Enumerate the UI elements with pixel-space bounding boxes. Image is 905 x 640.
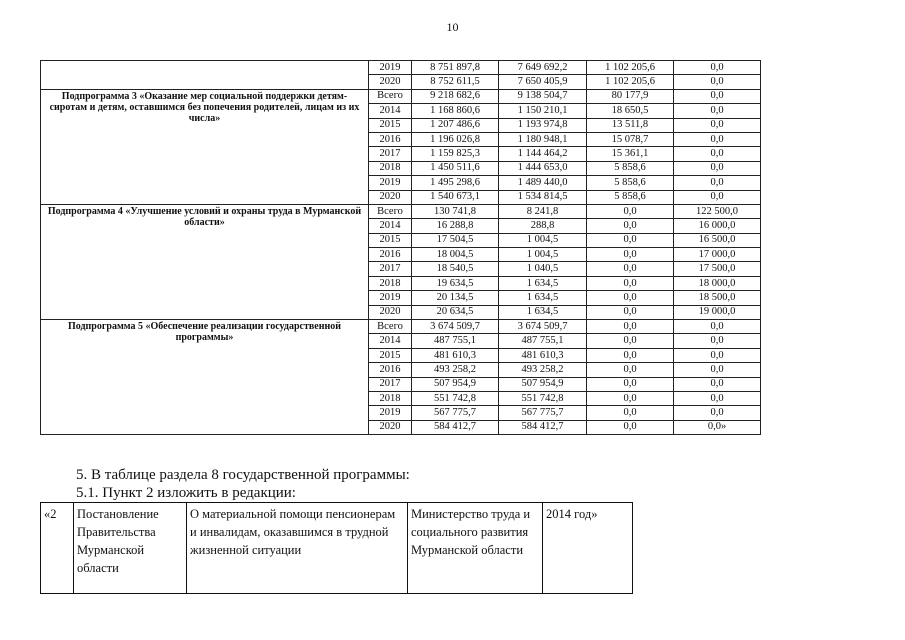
- amount-cell: 1 540 673,1: [412, 190, 499, 204]
- amount-cell: 1 489 440,0: [499, 176, 587, 190]
- amount-cell: 1 102 205,6: [587, 61, 674, 75]
- amount-cell: 1 040,5: [499, 262, 587, 276]
- amount-cell: 507 954,9: [412, 377, 499, 391]
- year-cell: 2017: [369, 147, 412, 161]
- amount-cell: 1 450 511,6: [412, 161, 499, 175]
- amount-cell: 0,0: [674, 176, 761, 190]
- year-cell: 2019: [369, 406, 412, 420]
- amount-cell: 0,0: [587, 420, 674, 434]
- amount-cell: 1 150 210,1: [499, 104, 587, 118]
- amount-cell: 551 742,8: [499, 391, 587, 405]
- amount-cell: 0,0: [587, 248, 674, 262]
- amount-cell: 16 288,8: [412, 219, 499, 233]
- year-cell: 2014: [369, 219, 412, 233]
- amount-cell: 0,0: [587, 320, 674, 334]
- act-number-cell: «2: [41, 503, 74, 594]
- amount-cell: 5 858,6: [587, 161, 674, 175]
- amount-cell: 1 495 298,6: [412, 176, 499, 190]
- page-number: 10: [446, 20, 459, 34]
- amount-cell: 0,0: [587, 363, 674, 377]
- act-executor-cell: Министерство труда и социального развития Мурманской области: [408, 503, 543, 594]
- amount-cell: 0,0»: [674, 420, 761, 434]
- amount-cell: 1 144 464,2: [499, 147, 587, 161]
- amount-cell: 9 218 682,6: [412, 89, 499, 103]
- amount-cell: 0,0: [674, 61, 761, 75]
- year-cell: 2016: [369, 248, 412, 262]
- year-cell: 2015: [369, 118, 412, 132]
- act-year-cell: 2014 год»: [543, 503, 633, 594]
- amount-cell: 1 534 814,5: [499, 190, 587, 204]
- year-cell: 2016: [369, 132, 412, 146]
- act-type-cell: Постановление Правительства Мурманской области: [74, 503, 187, 594]
- amount-cell: 122 500,0: [674, 204, 761, 218]
- amount-cell: 8 752 611,5: [412, 75, 499, 89]
- amount-cell: 9 138 504,7: [499, 89, 587, 103]
- amount-cell: 5 858,6: [587, 190, 674, 204]
- amount-cell: 18 004,5: [412, 248, 499, 262]
- amount-cell: 0,0: [587, 262, 674, 276]
- subprogram-4-label: Подпрограмма 4 «Улучшение условий и охраны труда в Мурманской области»: [41, 204, 369, 319]
- amount-cell: 80 177,9: [587, 89, 674, 103]
- year-cell: 2020: [369, 190, 412, 204]
- amount-cell: 20 634,5: [412, 305, 499, 319]
- amount-cell: 0,0: [674, 320, 761, 334]
- paragraph-5: 5. В таблице раздела 8 государственной программы:: [76, 467, 410, 483]
- year-cell: 2015: [369, 348, 412, 362]
- amount-cell: 0,0: [674, 190, 761, 204]
- amount-cell: 481 610,3: [499, 348, 587, 362]
- amount-cell: 0,0: [674, 89, 761, 103]
- year-cell: 2019: [369, 291, 412, 305]
- year-cell: 2017: [369, 262, 412, 276]
- amount-cell: 8 751 897,8: [412, 61, 499, 75]
- amount-cell: 0,0: [587, 334, 674, 348]
- amount-cell: 493 258,2: [499, 363, 587, 377]
- amount-cell: 0,0: [587, 291, 674, 305]
- subprogram-3-label: Подпрограмма 3 «Оказание мер социальной поддержки детям-сиротам и детям, оставшимся без попечения родителей, лицам из их числа»: [41, 89, 369, 204]
- amount-cell: 584 412,7: [499, 420, 587, 434]
- amount-cell: 1 180 948,1: [499, 132, 587, 146]
- amount-cell: 1 193 974,8: [499, 118, 587, 132]
- amount-cell: 17 000,0: [674, 248, 761, 262]
- amount-cell: 17 504,5: [412, 233, 499, 247]
- subprogram-5-label: Подпрограмма 5 «Обеспечение реализации государственной программы»: [41, 320, 369, 435]
- amount-cell: 0,0: [674, 161, 761, 175]
- amount-cell: 507 954,9: [499, 377, 587, 391]
- amount-cell: 5 858,6: [587, 176, 674, 190]
- year-cell: 2019: [369, 61, 412, 75]
- year-cell: 2018: [369, 391, 412, 405]
- amount-cell: 0,0: [587, 377, 674, 391]
- year-cell: Всего: [369, 89, 412, 103]
- amount-cell: 0,0: [674, 104, 761, 118]
- year-cell: 2014: [369, 104, 412, 118]
- amount-cell: 0,0: [587, 276, 674, 290]
- amount-cell: 0,0: [587, 391, 674, 405]
- amount-cell: 18 540,5: [412, 262, 499, 276]
- amount-cell: 0,0: [674, 118, 761, 132]
- table-row: [41, 204, 761, 218]
- amount-cell: 0,0: [587, 204, 674, 218]
- table-row: [41, 61, 761, 75]
- year-cell: 2014: [369, 334, 412, 348]
- continued-label-cell: [41, 61, 369, 90]
- amount-cell: 16 500,0: [674, 233, 761, 247]
- amount-cell: 18 500,0: [674, 291, 761, 305]
- year-cell: Всего: [369, 204, 412, 218]
- table-row: [41, 89, 761, 103]
- amount-cell: 0,0: [587, 233, 674, 247]
- amount-cell: 1 634,5: [499, 305, 587, 319]
- table-row: [41, 320, 761, 334]
- amount-cell: 481 610,3: [412, 348, 499, 362]
- amount-cell: 1 168 860,6: [412, 104, 499, 118]
- amount-cell: 0,0: [674, 75, 761, 89]
- finance-table: [40, 60, 761, 435]
- amount-cell: 17 500,0: [674, 262, 761, 276]
- amount-cell: 487 755,1: [499, 334, 587, 348]
- legal-act-row: [41, 503, 633, 594]
- amount-cell: 15 078,7: [587, 132, 674, 146]
- amount-cell: 3 674 509,7: [499, 320, 587, 334]
- amount-cell: 16 000,0: [674, 219, 761, 233]
- amount-cell: 3 674 509,7: [412, 320, 499, 334]
- legal-act-table: [40, 502, 633, 594]
- amount-cell: 0,0: [674, 406, 761, 420]
- amount-cell: 0,0: [674, 377, 761, 391]
- year-cell: 2019: [369, 176, 412, 190]
- amount-cell: 1 634,5: [499, 291, 587, 305]
- amount-cell: 493 258,2: [412, 363, 499, 377]
- amount-cell: 15 361,1: [587, 147, 674, 161]
- amount-cell: 7 650 405,9: [499, 75, 587, 89]
- amount-cell: 0,0: [587, 305, 674, 319]
- amount-cell: 0,0: [674, 132, 761, 146]
- amount-cell: 1 634,5: [499, 276, 587, 290]
- amount-cell: 551 742,8: [412, 391, 499, 405]
- amount-cell: 0,0: [674, 348, 761, 362]
- amount-cell: 0,0: [674, 391, 761, 405]
- year-cell: 2020: [369, 420, 412, 434]
- amount-cell: 0,0: [674, 147, 761, 161]
- year-cell: 2020: [369, 305, 412, 319]
- amount-cell: 0,0: [674, 363, 761, 377]
- paragraph-5-1: 5.1. Пункт 2 изложить в редакции:: [76, 485, 296, 501]
- amount-cell: 19 634,5: [412, 276, 499, 290]
- amount-cell: 18 650,5: [587, 104, 674, 118]
- amount-cell: 18 000,0: [674, 276, 761, 290]
- amount-cell: 1 102 205,6: [587, 75, 674, 89]
- amount-cell: 0,0: [674, 334, 761, 348]
- amount-cell: 567 775,7: [499, 406, 587, 420]
- amount-cell: 1 004,5: [499, 233, 587, 247]
- amount-cell: 130 741,8: [412, 204, 499, 218]
- amount-cell: 1 004,5: [499, 248, 587, 262]
- amount-cell: 1 196 026,8: [412, 132, 499, 146]
- year-cell: 2015: [369, 233, 412, 247]
- amount-cell: 13 511,8: [587, 118, 674, 132]
- amount-cell: 487 755,1: [412, 334, 499, 348]
- amount-cell: 288,8: [499, 219, 587, 233]
- amount-cell: 0,0: [587, 348, 674, 362]
- amount-cell: 7 649 692,2: [499, 61, 587, 75]
- amount-cell: 0,0: [587, 219, 674, 233]
- amount-cell: 1 207 486,6: [412, 118, 499, 132]
- amount-cell: 20 134,5: [412, 291, 499, 305]
- amount-cell: 567 775,7: [412, 406, 499, 420]
- year-cell: 2020: [369, 75, 412, 89]
- year-cell: 2017: [369, 377, 412, 391]
- act-title-cell: О материальной помощи пенсионерам и инвалидам, оказавшимся в трудной жизненной ситуации: [187, 503, 408, 594]
- amount-cell: 8 241,8: [499, 204, 587, 218]
- amount-cell: 19 000,0: [674, 305, 761, 319]
- amount-cell: 1 159 825,3: [412, 147, 499, 161]
- year-cell: 2016: [369, 363, 412, 377]
- amount-cell: 584 412,7: [412, 420, 499, 434]
- amount-cell: 1 444 653,0: [499, 161, 587, 175]
- amount-cell: 0,0: [587, 406, 674, 420]
- year-cell: 2018: [369, 161, 412, 175]
- year-cell: Всего: [369, 320, 412, 334]
- year-cell: 2018: [369, 276, 412, 290]
